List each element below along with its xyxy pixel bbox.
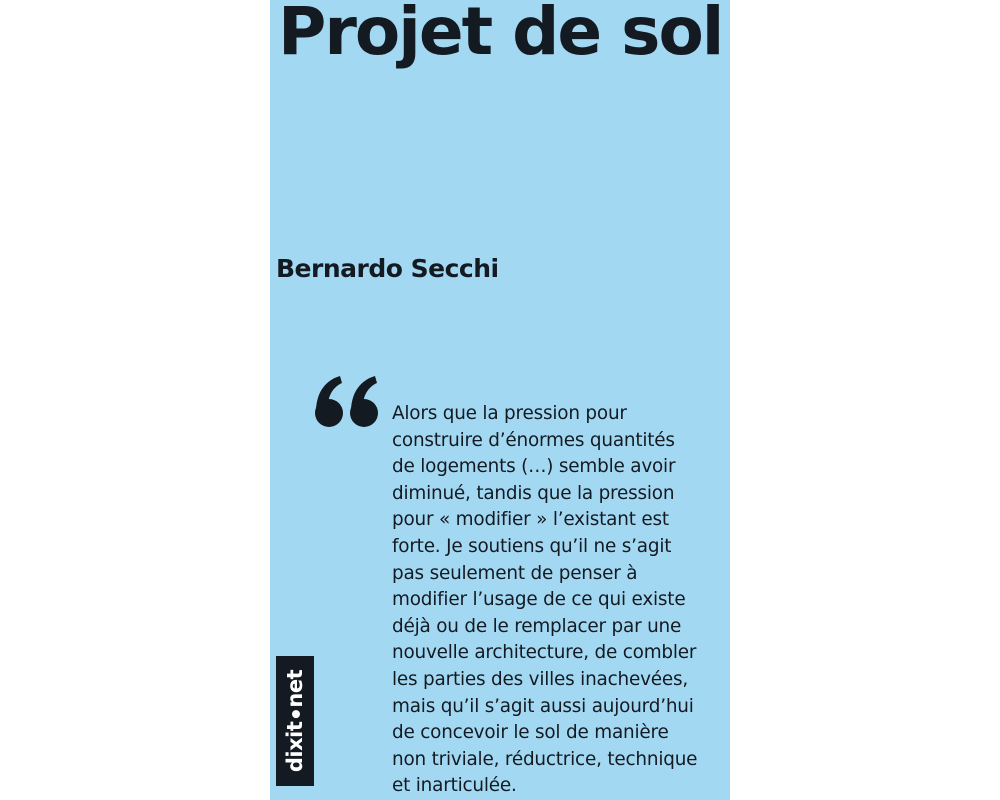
quote-text bbox=[392, 401, 728, 800]
book-title: Projet de sol bbox=[278, 0, 723, 70]
book-cover bbox=[270, 0, 730, 800]
quote-line: et inarticulée. bbox=[392, 775, 517, 797]
publisher-name-part2: net bbox=[283, 669, 307, 708]
quote-line: de logements (…) semble avoir bbox=[392, 456, 676, 478]
opening-quote-icon bbox=[314, 372, 380, 432]
quote-line: modifier l’usage de ce qui existe bbox=[392, 589, 686, 611]
author-name: Bernardo Secchi bbox=[276, 254, 499, 283]
publisher-name bbox=[283, 670, 307, 772]
publisher-name-part1: dixit bbox=[283, 721, 307, 773]
quote-line: forte. Je soutiens qu’il ne s’agit bbox=[392, 535, 672, 557]
quote-line: diminué, tandis que la pression bbox=[392, 482, 675, 504]
quote-line: mais qu’il s’agit aussi aujourd’hui bbox=[392, 695, 694, 717]
dot-icon bbox=[292, 711, 300, 719]
quote-line: de concevoir le sol de manière bbox=[392, 722, 669, 744]
quote-line: nouvelle architecture, de combler bbox=[392, 642, 697, 664]
publisher-logo bbox=[276, 656, 314, 786]
quote-line: déjà ou de le remplacer par une bbox=[392, 615, 682, 637]
quote-line: les parties des villes inachevées, bbox=[392, 668, 689, 690]
quote-line: non triviale, réductrice, technique bbox=[392, 748, 698, 770]
quote-line: construire d’énormes quantités bbox=[392, 429, 675, 451]
quote-line: Alors que la pression pour bbox=[392, 403, 627, 424]
quote-line: pour « modifier » l’existant est bbox=[392, 509, 669, 531]
quote-line: pas seulement de penser à bbox=[392, 562, 638, 584]
